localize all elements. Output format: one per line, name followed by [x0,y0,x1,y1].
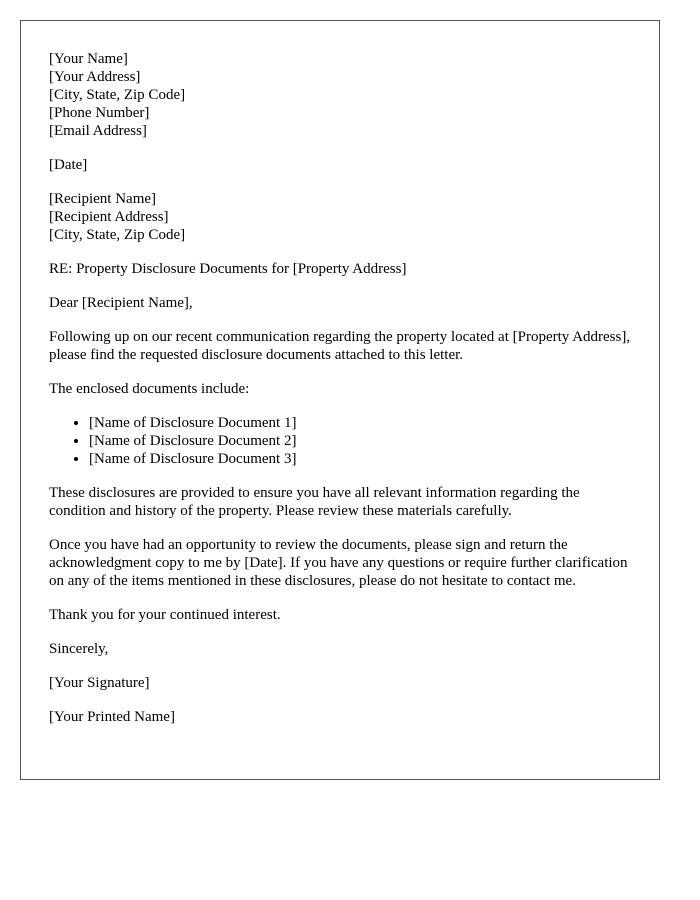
purpose-paragraph: These disclosures are provided to ensure you have all relevant information regarding the condition and history of the property. Please review these materials carefully. [49,485,580,519]
letter-date: [Date] [49,157,88,173]
sender-email: [Email Address] [49,123,147,139]
recipient-address: [Recipient Address] [49,209,169,225]
intro-paragraph: Following up on our recent communication regarding the property located at [Property Address], please find the requested disclosure documents attached to this letter. [49,329,631,363]
list-item: • [Name of Disclosure Document 1] [89,414,631,432]
subject-line: RE: Property Disclosure Documents for [Property Address] [49,261,407,277]
recipient-name: [Recipient Name] [49,191,157,207]
list-item: • [Name of Disclosure Document 2] [89,432,631,450]
closing: Sincerely, [49,641,109,657]
request-paragraph: Once you have had an opportunity to review the documents, please sign and return the acknowledgment copy to me by [Date]. If you have any questions or require further clarification on any of the items mentioned in these disclosures, please do not hesitate to contact me. [49,537,628,589]
document-list [49,414,631,468]
sender-address: [Your Address] [49,69,141,85]
recipient-block [49,190,631,244]
printed-name: [Your Printed Name] [49,709,175,725]
letter-page [20,20,660,780]
signature-placeholder: [Your Signature] [49,675,150,691]
thanks-paragraph: Thank you for your continued interest. [49,607,281,623]
list-intro: The enclosed documents include: [49,381,250,397]
sender-block [49,50,631,140]
salutation: Dear [Recipient Name], [49,295,193,311]
sender-city-state-zip: [City, State, Zip Code] [49,87,186,103]
recipient-city-state-zip: [City, State, Zip Code] [49,227,186,243]
list-item: • [Name of Disclosure Document 3] [89,450,631,468]
sender-name: [Your Name] [49,51,128,67]
sender-phone: [Phone Number] [49,105,150,121]
